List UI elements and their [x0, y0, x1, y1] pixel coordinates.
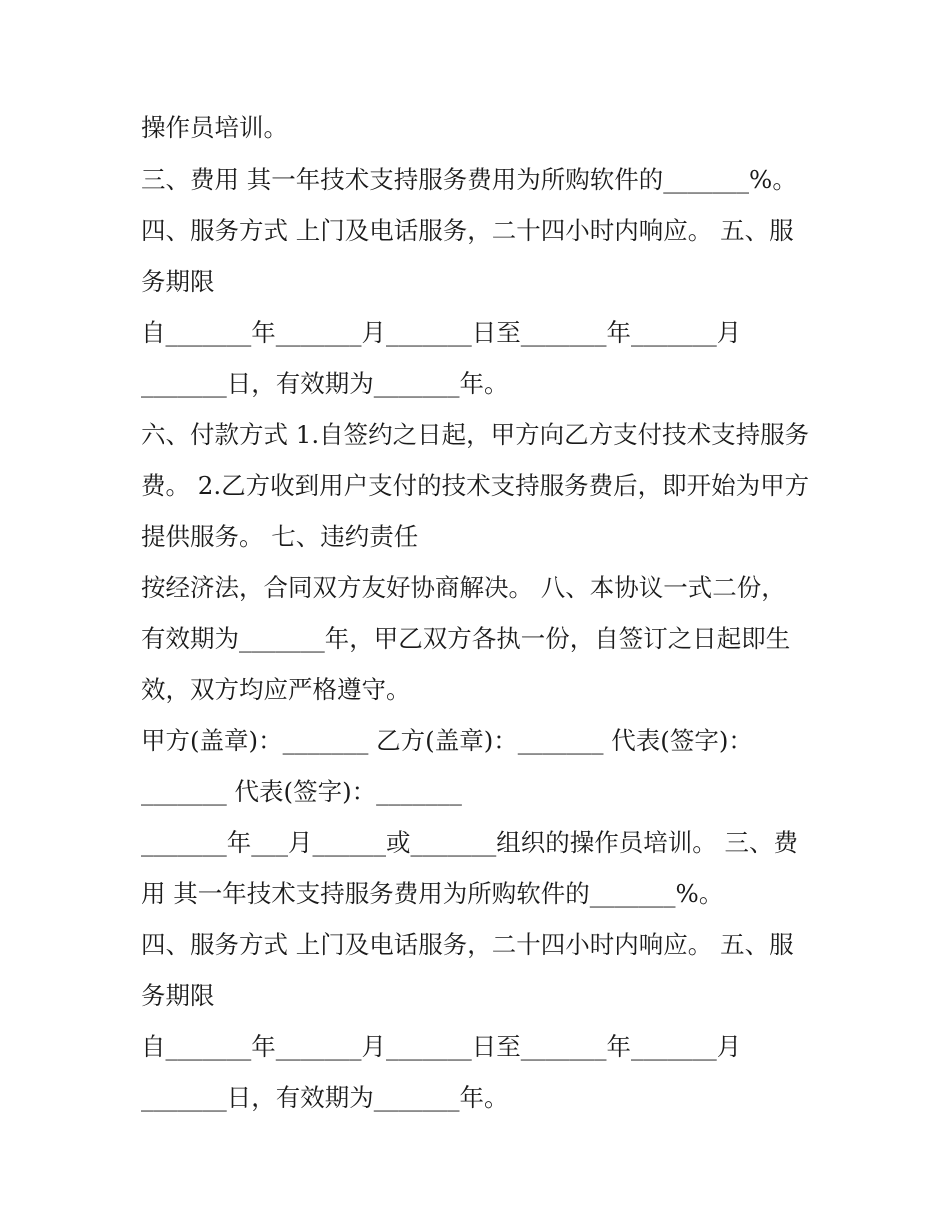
text-line: 四、服务方式 上门及电话服务，二十四小时内响应。 五、服 [141, 216, 794, 245]
text-line: _______日，有效期为_______年。 [141, 369, 509, 398]
text-line: 用 其一年技术支持服务费用为所购软件的_______%。 [141, 879, 724, 908]
text-line: 按经济法，合同双方友好协商解决。 八、本协议一式二份， [141, 573, 786, 602]
text-line: 提供服务。 七、违约责任 [141, 522, 419, 551]
text-line: 六、付款方式 1.自签约之日起，甲方向乙方支付技术支持服务 [141, 420, 810, 449]
text-line: 务期限 [141, 267, 215, 296]
text-line: 有效期为_______年，甲乙双方各执一份，自签订之日起即生 [141, 624, 791, 653]
text-line: 甲方(盖章)：_______ 乙方(盖章)：_______ 代表(签字)： [141, 726, 753, 755]
text-line: 操作员培训。 [141, 113, 288, 142]
text-line: _______年___月______或_______组织的操作员培训。 三、费 [141, 828, 799, 857]
text-line: _______ 代表(签字)：_______ [141, 777, 462, 806]
text-line: 效，双方均应严格遵守。 [141, 675, 411, 704]
text-line: 四、服务方式 上门及电话服务，二十四小时内响应。 五、服 [141, 930, 794, 959]
text-line: 三、费用 其一年技术支持服务费用为所购软件的_______%。 [141, 165, 797, 194]
text-line: 费。 2.乙方收到用户支付的技术支持服务费后，即开始为甲方 [141, 471, 810, 500]
text-line: 自_______年_______月_______日至_______年_______月 [141, 1032, 742, 1061]
text-line: _______日，有效期为_______年。 [141, 1083, 509, 1112]
text-line: 自_______年_______月_______日至_______年_______月 [141, 318, 742, 347]
text-line: 务期限 [141, 981, 215, 1010]
